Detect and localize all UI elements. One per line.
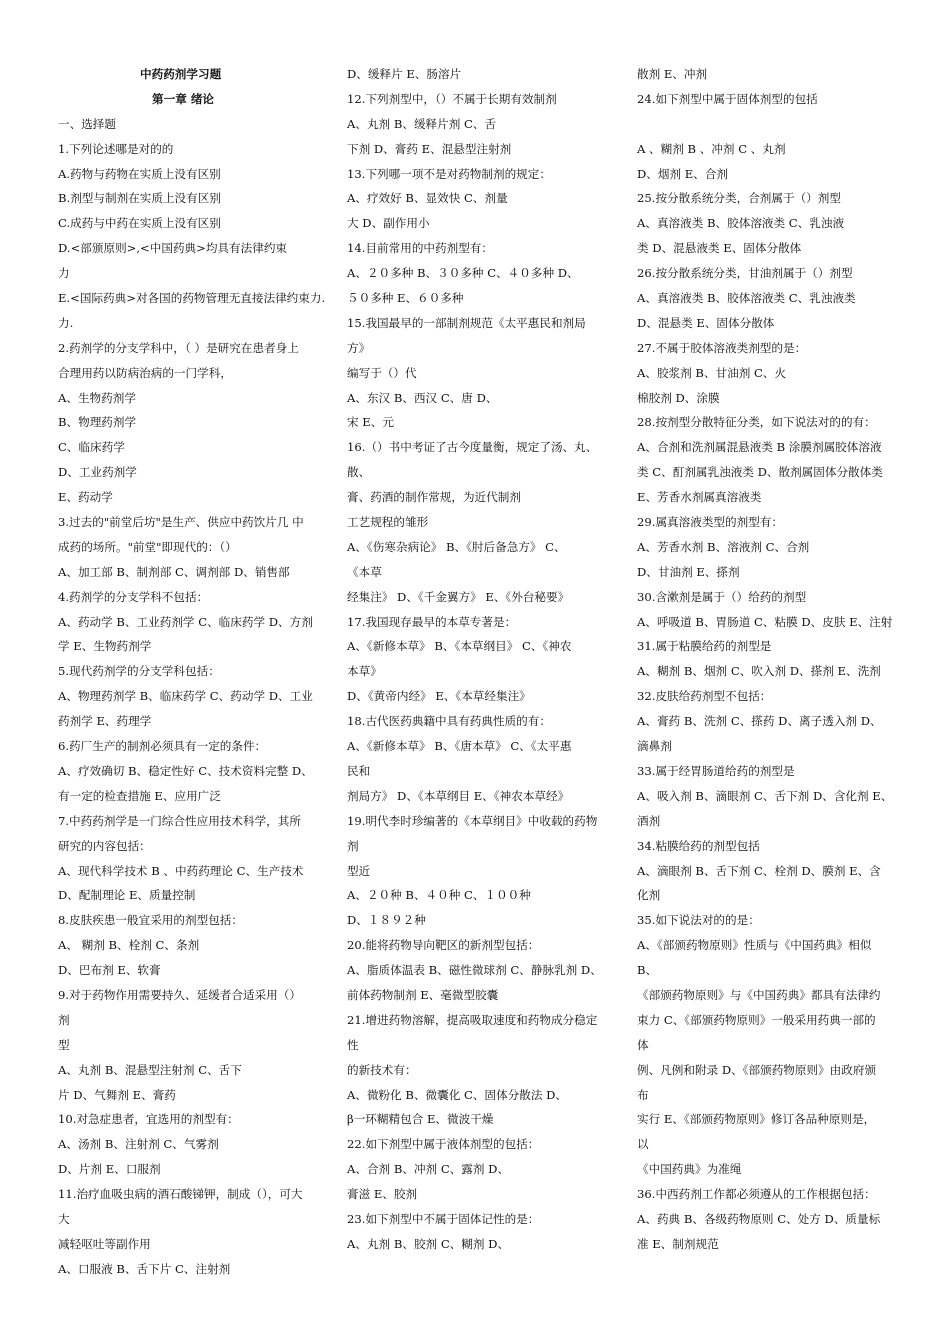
text-line: 剂局方》 D、《本草纲目 E、《神农本草经》 [347, 788, 570, 803]
text-line: A、真溶液类 B、胶体溶液类 C、乳浊液 [637, 216, 845, 231]
text-line: 类 C、酊剂属乳浊液类 D、散剂属固体分散体类 [637, 465, 883, 480]
text-line: 8.皮肤疾患一般宜采用的剂型包括： [58, 913, 243, 928]
text-line: 滴鼻剂 [637, 739, 672, 754]
text-line: 5.现代药剂学的分支学科包括： [58, 664, 220, 679]
text-line: 17.我国现存最早的本草专著是： [347, 614, 517, 629]
text-line: A、物理药剂学 B、临床药学 C、药动学 D、工业 [58, 689, 313, 704]
text-line: D、配制理论 E、质量控制 [58, 888, 196, 903]
text-line: 《本草 [347, 564, 382, 579]
text-line: 体 [637, 1037, 649, 1052]
text-line: 准 E、制剂规范 [637, 1236, 719, 1251]
text-line: 大 D、副作用小 [347, 216, 430, 231]
text-line: 33.属于经胃肠道给药的剂型是 [637, 763, 795, 778]
text-line: A、滴眼剂 B、舌下剂 C、栓剂 D、膜剂 E、含 [637, 863, 881, 878]
text-line: 类 D、混悬液类 E、固体分散体 [637, 241, 802, 256]
text-line: 宋 E、元 [347, 415, 394, 430]
text-line: 成药的场所。"前堂"即现代的：（） [58, 539, 237, 554]
text-line: A、疗效确切 B、稳定性好 C、技术资料完整 D、 [58, 763, 313, 778]
text-line: A、《新修本草》 B、《本草纲目》 C、《神农 [347, 639, 572, 654]
text-line: 膏滋 E、胶剂 [347, 1187, 418, 1202]
text-line: 23.如下剂型中不属于固体记性的是： [347, 1211, 540, 1226]
text-line: A、胶浆剂 B、甘油剂 C、火 [637, 365, 787, 380]
text-line: A、汤剂 B、注射剂 C、气雾剂 [58, 1137, 219, 1152]
text-line: 一、选择题 [58, 116, 116, 131]
text-line: 前体药物制剂 E、毫微型胶囊 [347, 987, 499, 1002]
text-line: 膏、药酒的制作常规，为近代制剂 [347, 490, 521, 505]
chapter-heading: 第一章 绪论 [152, 91, 215, 106]
text-line: D、烟剂 E、合剂 [637, 166, 729, 181]
text-line: 实行 E、《部颁药物原则》修订各品种原则是， [637, 1112, 876, 1127]
doc-title: 中药药剂学习题 [140, 67, 222, 81]
text-line: 工艺规程的雏形 [347, 515, 429, 530]
text-line: A、《伤寒杂病论》 B、《肘后备急方》 C、 [347, 539, 566, 554]
text-line: E、芳香水剂属真溶液类 [637, 490, 762, 505]
column-3-body [637, 62, 899, 1257]
text-line: A、丸剂 B、混悬型注射剂 C、舌下 [58, 1062, 242, 1077]
text-line: 大 [58, 1211, 70, 1226]
text-line: 片 D、气舞剂 E、膏药 [58, 1087, 176, 1102]
text-line: D、缓释片 E、肠溶片 [347, 67, 462, 81]
text-line: 散剂 E、冲剂 [637, 67, 708, 81]
text-line: A、脂质体温表 B、磁性微球剂 C、静脉乳剂 D、 [347, 963, 602, 978]
text-line: E、药动学 [58, 490, 113, 505]
column-1-body [58, 112, 326, 1282]
text-line: A、药动学 B、工业药剂学 C、临床药学 D、方剂 [58, 614, 313, 629]
text-line: A、真溶液类 B、胶体溶液类 C、乳浊液类 [637, 291, 856, 306]
text-line: B.剂型与制剂在实质上没有区别 [58, 191, 221, 206]
text-line: 型近 [347, 863, 371, 878]
text-line: 29.属真溶液类型的剂型有： [637, 515, 783, 530]
text-line: 24.如下剂型中属于固体剂型的包括 [637, 91, 818, 106]
text-line: 剂 [347, 838, 359, 853]
text-line: 本草》 [347, 664, 382, 679]
text-line: A、加工部 B、制剂部 C、调剂部 D、销售部 [58, 564, 290, 579]
text-line: 药剂学 E、药理学 [58, 714, 152, 729]
text-line: 编写于（）代 [347, 365, 417, 380]
text-line: 《中国药典》为准绳 [637, 1162, 742, 1177]
text-line: A、 糊剂 B、栓剂 C、条剂 [58, 938, 200, 953]
text-line: 27.不属于胶体溶液类剂型的是： [637, 340, 807, 355]
text-line: 经集注》 D、《千金翼方》 E、《外台秘要》 [347, 589, 570, 604]
text-line: A、丸剂 B、胶剂 C、糊剂 D、 [347, 1236, 510, 1251]
text-line: 力 [58, 266, 70, 281]
text-line: ５０多种 E、６０多种 [347, 291, 464, 306]
text-line: 《部颁药物原则》与《中国药典》都具有法律约 [637, 987, 881, 1002]
text-line: 散、 [347, 465, 371, 480]
text-line: D、《黄帝内经》 E、《本草经集注》 [347, 689, 531, 704]
text-line: 例、凡例和附录 D、《部颁药物原则》由政府颁 [637, 1062, 877, 1077]
text-line: 20.能将药物导向靶区的新剂型包括： [347, 938, 540, 953]
text-line: A、合剂 B、冲剂 C、露剂 D、 [347, 1162, 510, 1177]
text-line: 布 [637, 1087, 649, 1102]
text-line: 4.药剂学的分支学科不包括： [58, 589, 209, 604]
text-line: 12.下列剂型中，（）不属于长期有效制剂 [347, 91, 557, 106]
text-line: B、 [637, 963, 658, 978]
text-line: 13.下列哪一项不是对药物制剂的规定： [347, 166, 551, 181]
text-line: 9.对于药物作用需要持久、延缓者合适采用（） [58, 987, 301, 1002]
text-line: 有一定的检查措施 E、应用广泛 [58, 788, 221, 803]
text-line: 学 E、生物药剂学 [58, 639, 152, 654]
text-line: 剂 [58, 1012, 70, 1027]
text-line: A、《部颁药物原则》性质与《中国药典》相似 [637, 938, 872, 953]
text-line: 31.属于粘膜给药的剂型是 [637, 639, 772, 654]
text-line: A、糊剂 B、烟剂 C、吹入剂 D、搽剂 E、洗剂 [637, 664, 881, 679]
text-line: 的新技术有： [347, 1062, 417, 1077]
text-line: A、现代科学技术 B 、中药药理论 C、生产技术 [58, 863, 304, 878]
text-line: D、混悬类 E、固体分散体 [637, 315, 775, 330]
column-2-body [347, 62, 609, 1257]
text-line: 30.含漱剂是属于（）给药的剂型 [637, 589, 807, 604]
text-line: 化剂 [637, 888, 661, 903]
text-line: 18.古代医药典籍中具有药典性质的有： [347, 714, 551, 729]
text-line: A.药物与药物在实质上没有区别 [58, 166, 221, 181]
column-2 [347, 62, 609, 1257]
text-line: 25.按分散系统分类，合剂属于（）剂型 [637, 191, 841, 206]
text-line: 以 [637, 1137, 649, 1152]
text-line: 2.药剂学的分支学科中，（ ）是研究在患者身上 [58, 340, 299, 355]
text-line: 26.按分散系统分类，甘油剂属于（）剂型 [637, 266, 853, 281]
text-line: C.成药与中药在实质上没有区别 [58, 216, 221, 231]
text-line: 合理用药以防病治病的一门学科， [58, 365, 232, 380]
text-line: 21.增进药物溶解，提高吸取速度和药物成分稳定 [347, 1012, 598, 1027]
text-line: 下剂 D、膏药 E、混悬型注射剂 [347, 141, 512, 156]
text-line: C、临床药学 [58, 440, 125, 455]
text-line: B、物理药剂学 [58, 415, 137, 430]
text-line: A、东汉 B、西汉 C、唐 D、 [347, 390, 498, 405]
text-line: 型 [58, 1037, 70, 1052]
text-line: A、丸剂 B、缓释片剂 C、舌 [347, 116, 497, 131]
text-line: 性 [347, 1037, 359, 1052]
text-line: 10.对急症患者，宜选用的剂型有： [58, 1112, 239, 1127]
text-line: β一环糊精包合 E、微波干燥 [347, 1112, 494, 1127]
text-line: A、吸入剂 B、滴眼剂 C、舌下剂 D、含化剂 E、 [637, 788, 893, 803]
text-line: A、《新修本草》 B、《唐本草》 C、《太平惠 [347, 739, 572, 754]
text-line: A、２０多种 B、３０多种 C、４０多种 D、 [347, 266, 579, 281]
text-line: D、工业药剂学 [58, 465, 137, 480]
text-line: 民和 [347, 763, 371, 778]
text-line: 32.皮肤给药剂型不包括： [637, 689, 772, 704]
text-line: D、片剂 E、口服剂 [58, 1162, 161, 1177]
text-line: A、口服液 B、舌下片 C、注射剂 [58, 1261, 231, 1276]
text-line: D、１８９２种 [347, 913, 426, 928]
text-line: A、疗效好 B、显效快 C、剂量 [347, 191, 508, 206]
text-line: 35.如下说法对的的是： [637, 913, 760, 928]
text-line: 14.目前常用的中药剂型有： [347, 241, 493, 256]
text-line: 28.按剂型分散特征分类，如下说法对的的有： [637, 415, 876, 430]
text-line: 36.中西药剂工作都必须遵从的工作根据包括： [637, 1187, 876, 1202]
text-line: 力. [58, 315, 74, 330]
text-line: 束力 C、《部颁药物原则》一般采用药典一部的 [637, 1012, 876, 1027]
text-line: A 、糊剂 B 、冲剂 C 、丸剂 [637, 141, 786, 156]
text-line: 研究的内容包括： [58, 838, 151, 853]
text-line: 22.如下剂型中属于液体剂型的包括： [347, 1137, 540, 1152]
text-line: 6.药厂生产的制剂必须具有一定的条件： [58, 739, 267, 754]
text-line: A、生物药剂学 [58, 390, 136, 405]
text-line: 1.下列论述哪是对的的 [58, 141, 174, 156]
text-line: 3.过去的"前堂后坊"是生产、供应中药饮片几 中 [58, 515, 304, 530]
text-line [637, 112, 899, 137]
text-line: 棉胶剂 D、涂膜 [637, 390, 720, 405]
text-line: A、芳香水剂 B、溶液剂 C、合剂 [637, 539, 810, 554]
text-line: 酒剂 [637, 813, 661, 828]
text-line: 19.明代李时珍编著的《本草纲目》中收载的药物 [347, 813, 598, 828]
column-1 [58, 62, 326, 1282]
text-line: D.<部颁原则>,<中国药典>均具有法律约束 [58, 241, 288, 256]
text-line: A、２０种 B、４０种 C、１００种 [347, 888, 531, 903]
text-line: A、呼吸道 B、胃肠道 C、粘膜 D、皮肤 E、注射 [637, 614, 893, 629]
text-line: A、药典 B、各级药物原则 C、处方 D、质量标 [637, 1211, 881, 1226]
text-line: 7.中药药剂学是一门综合性应用技术科学，其所 [58, 813, 301, 828]
text-line: 34.粘膜给药的剂型包括 [637, 838, 760, 853]
text-line: 11.治疗血吸虫病的酒石酸锑钾，制成（），可大 [58, 1187, 303, 1202]
column-3 [637, 62, 899, 1257]
text-line: 16.（）书中考证了古今度量衡，规定了汤、丸、 [347, 440, 598, 455]
text-line: A、微粉化 B、微囊化 C、固体分散法 D、 [347, 1087, 568, 1102]
text-line: 方》 [347, 340, 371, 355]
text-line: D、巴布剂 E、软膏 [58, 963, 161, 978]
text-line: D、甘油剂 E、搽剂 [637, 564, 740, 579]
text-line: A、膏药 B、洗剂 C、搽药 D、离子透入剂 D、 [637, 714, 882, 729]
text-line: E.<国际药典>对各国的药物管理无直接法律约束力. [58, 291, 326, 306]
text-line: A、合剂和洗剂属混悬液类 B 涂膜剂属胶体溶液 [637, 440, 882, 455]
text-line: 减轻呕吐等副作用 [58, 1236, 151, 1251]
text-line: 15.我国最早的一部制剂规范《太平惠民和剂局 [347, 315, 586, 330]
